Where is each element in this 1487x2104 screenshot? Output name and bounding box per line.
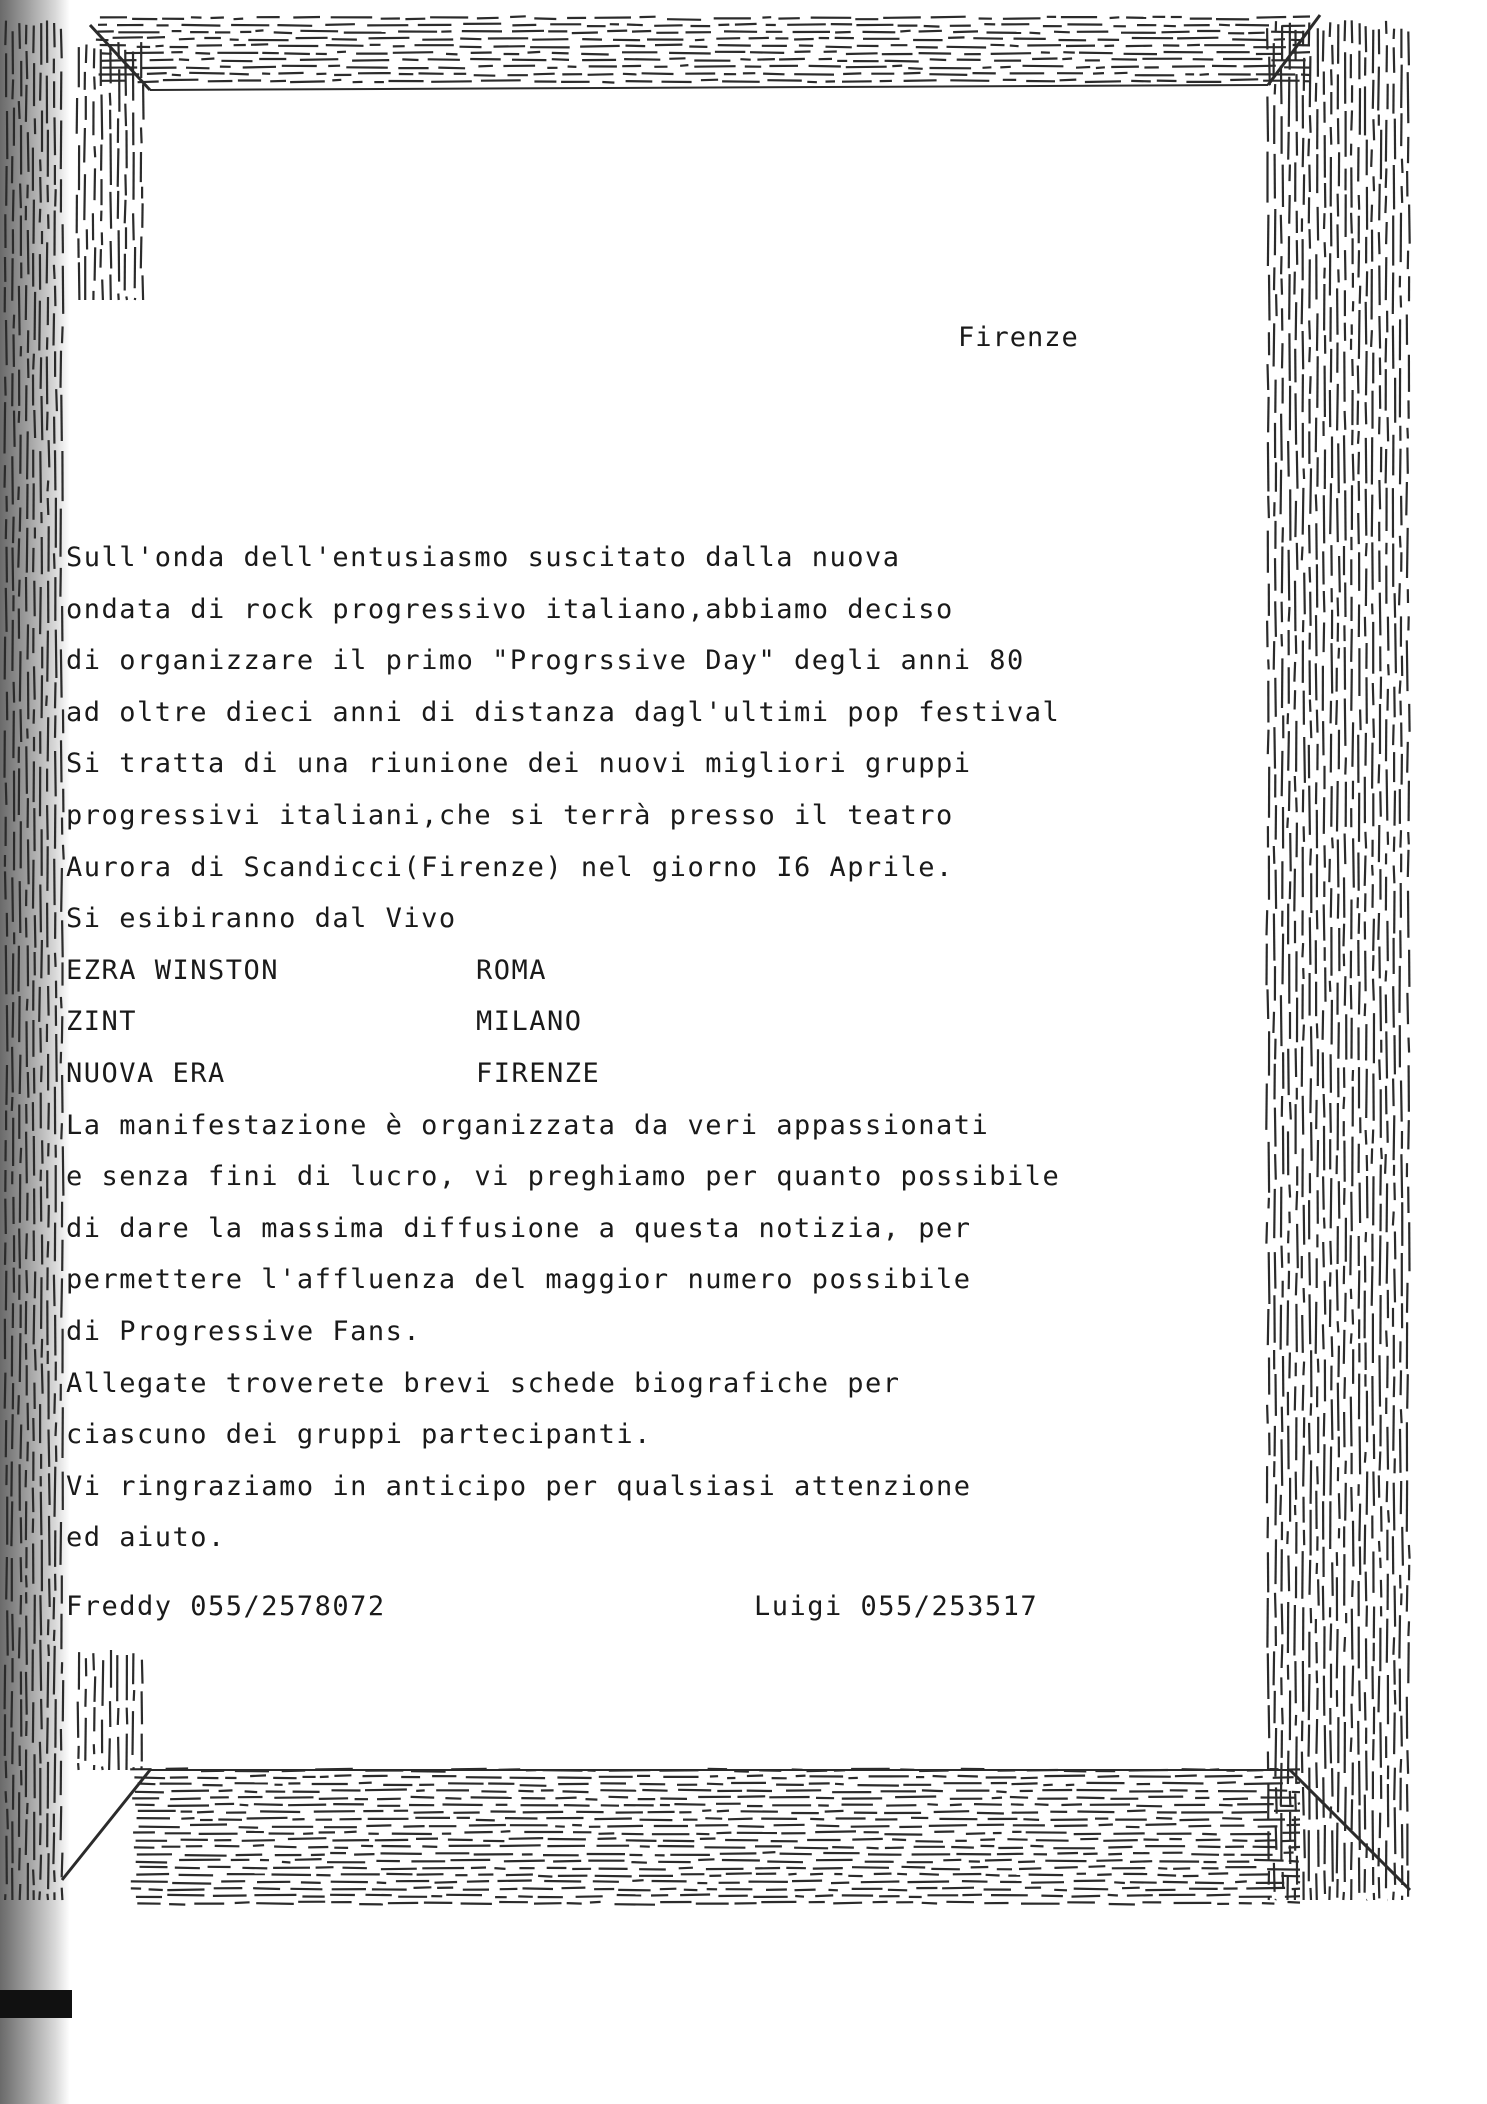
text-line: di organizzare il primo "Progrssive Day" degli anni 80 — [66, 645, 1025, 677]
frame-right — [1266, 20, 1409, 1900]
band-city: ROMA — [476, 954, 548, 986]
city-heading: Firenze — [958, 322, 1079, 353]
band-city: FIRENZE — [476, 1057, 601, 1089]
text-line: e senza fini di lucro, vi preghiamo per quanto possibile — [66, 1161, 1061, 1193]
letter-body — [66, 532, 1060, 1564]
frame-top — [96, 16, 1310, 82]
text-line: permettere l'affluenza del maggior numero possibile — [66, 1264, 972, 1296]
text-line: Vi ringraziamo in anticipo per qualsiasi attenzione — [66, 1470, 972, 1502]
text-line: ondata di rock progressivo italiano,abbiamo deciso — [66, 593, 954, 625]
text-line: Allegate troverete brevi schede biografiche per — [66, 1367, 901, 1399]
contacts-row — [66, 1591, 1116, 1715]
text-line: ciascuno dei gruppi partecipanti. — [66, 1419, 652, 1451]
band-name: ZINT — [66, 1006, 138, 1038]
band-name: EZRA WINSTON — [66, 954, 280, 986]
band-row — [66, 945, 1060, 997]
text-line: di dare la massima diffusione a questa notizia, per — [66, 1212, 972, 1244]
text-line: Aurora di Scandicci(Firenze) nel giorno I6 Aprile. — [66, 851, 954, 883]
text-line: La manifestazione è organizzata da veri appassionati — [66, 1109, 990, 1141]
text-line: ed aiuto. — [66, 1522, 226, 1554]
text-line: Si esibiranno dal Vivo — [66, 903, 457, 935]
contact-freddy: Freddy 055/2578072 — [66, 1591, 386, 1622]
band-row — [66, 996, 1060, 1048]
text-line: Sull'onda dell'entusiasmo suscitato dalla nuova — [66, 542, 901, 573]
text-line: Si tratta di una riunione dei nuovi migliori gruppi — [66, 748, 972, 780]
text-line: progressivi italiani,che si terrà presso il teatro — [66, 799, 954, 831]
contact-luigi: Luigi 055/253517 — [754, 1591, 1039, 1622]
band-row — [66, 1048, 1060, 1100]
band-name: NUOVA ERA — [66, 1057, 226, 1089]
text-line: di Progressive Fans. — [66, 1315, 422, 1347]
text-line: ad oltre dieci anni di distanza dagl'ultimi pop festival — [66, 696, 1061, 728]
frame-bottom — [130, 1769, 1300, 1905]
band-city: MILANO — [476, 1006, 583, 1038]
